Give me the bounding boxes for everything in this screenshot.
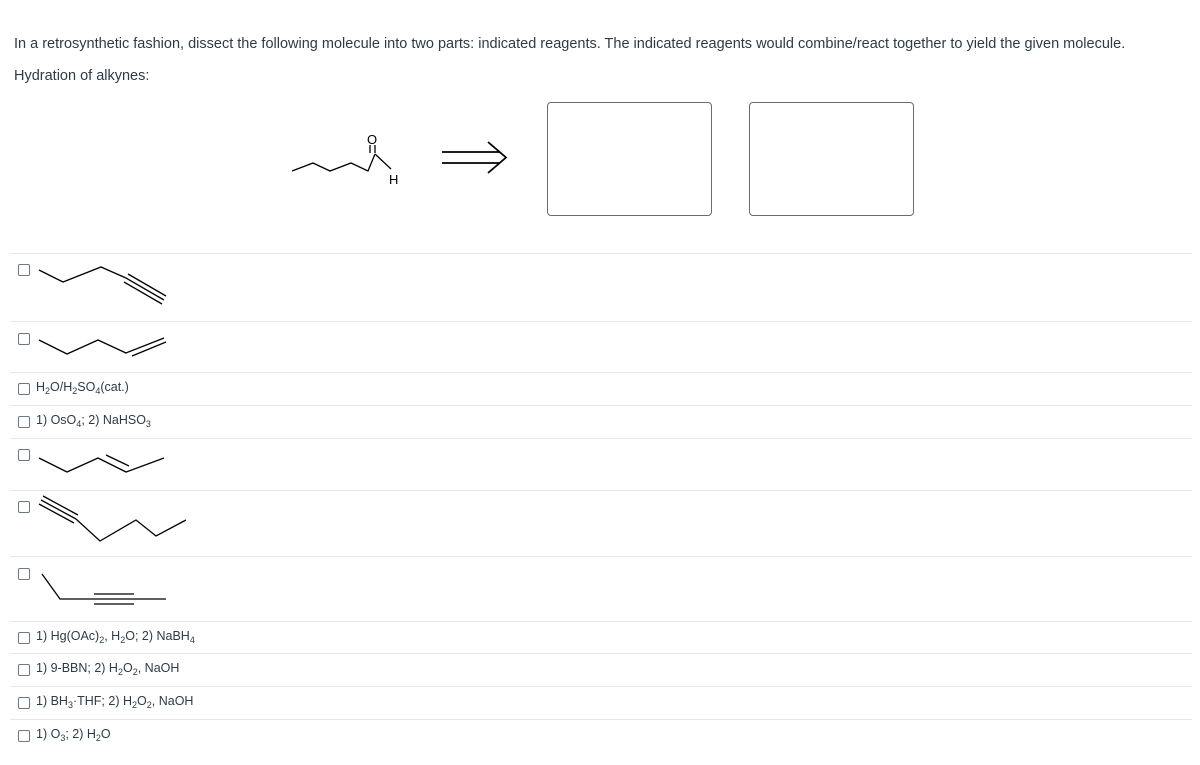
hydrogen-label: H (389, 172, 399, 187)
subscript: 2 (95, 733, 101, 743)
divider (10, 490, 1192, 491)
subscript: 2 (146, 700, 152, 710)
option-checkbox[interactable] (18, 730, 30, 742)
divider (10, 253, 1192, 254)
option-label-oxymercuration[interactable]: 1) $Hg(OAc)_2$, $H_2O$; 2) NaBH$_4$ (36, 629, 195, 645)
option-checkbox[interactable] (18, 697, 30, 709)
divider (10, 405, 1192, 406)
divider (10, 686, 1192, 687)
option-label-oso4[interactable]: 1) OsO$_4$; 2) NaHSO$_3$ (36, 413, 151, 429)
divider (10, 621, 1192, 622)
option-checkbox[interactable] (18, 264, 30, 276)
option-checkbox[interactable] (18, 568, 30, 580)
option-checkbox[interactable] (18, 449, 30, 461)
subscript: 3 (145, 419, 151, 429)
option-structure-terminal-alkyne[interactable] (36, 256, 176, 306)
subscript: 4 (76, 419, 82, 429)
oxygen-label: O (367, 132, 378, 147)
subscript: 2 (99, 635, 105, 645)
option-checkbox[interactable] (18, 501, 30, 513)
option-structure-internal-alkene[interactable] (36, 442, 176, 482)
retrosynthesis-arrow-icon (438, 138, 510, 180)
option-label-ozonolysis[interactable]: 1) $O_3$; 2) $H_2O$ (36, 727, 111, 743)
option-checkbox[interactable] (18, 416, 30, 428)
divider (10, 372, 1192, 373)
option-structure-internal-alkyne[interactable] (36, 562, 176, 606)
subscript: 3 (60, 733, 66, 743)
reagent-drop-box-1[interactable] (547, 102, 712, 216)
subscript: 4 (189, 635, 195, 645)
divider (10, 719, 1192, 720)
divider (10, 556, 1192, 557)
reagent-drop-box-2[interactable] (749, 102, 914, 216)
target-molecule (285, 128, 415, 190)
subscript: 2 (117, 667, 123, 677)
subscript: 2 (72, 386, 78, 396)
option-structure-terminal-alkene[interactable] (36, 326, 176, 366)
option-label-9bbn[interactable]: 1) 9-BBN; 2) $H_2O_2$, NaOH (36, 661, 180, 677)
option-checkbox[interactable] (18, 632, 30, 644)
divider (10, 653, 1192, 654)
section-subhead: Hydration of alkynes: (14, 68, 150, 84)
question-text: In a retrosynthetic fashion, dissect the following molecule into two parts: indicated reagents. The indicated reagents would combine/react together to yield the given molecule. (14, 36, 1126, 52)
option-structure-alkyne[interactable] (36, 494, 196, 546)
subscript: 2 (45, 386, 51, 396)
option-checkbox[interactable] (18, 333, 30, 345)
option-label-bh3-thf[interactable]: 1) $BH_3\cdot THF$; 2) $H_2O_2$, NaOH (36, 694, 194, 710)
subscript: 3 (67, 700, 73, 710)
divider (10, 321, 1192, 322)
subscript: 2 (120, 635, 126, 645)
option-label-h2o-h2so4[interactable]: $H_2O/H_2SO_4(cat.)$ (36, 380, 129, 396)
subscript: 2 (132, 667, 138, 677)
subscript: 4 (95, 386, 101, 396)
option-checkbox[interactable] (18, 664, 30, 676)
divider (10, 438, 1192, 439)
option-checkbox[interactable] (18, 383, 30, 395)
subscript: 2 (132, 700, 138, 710)
